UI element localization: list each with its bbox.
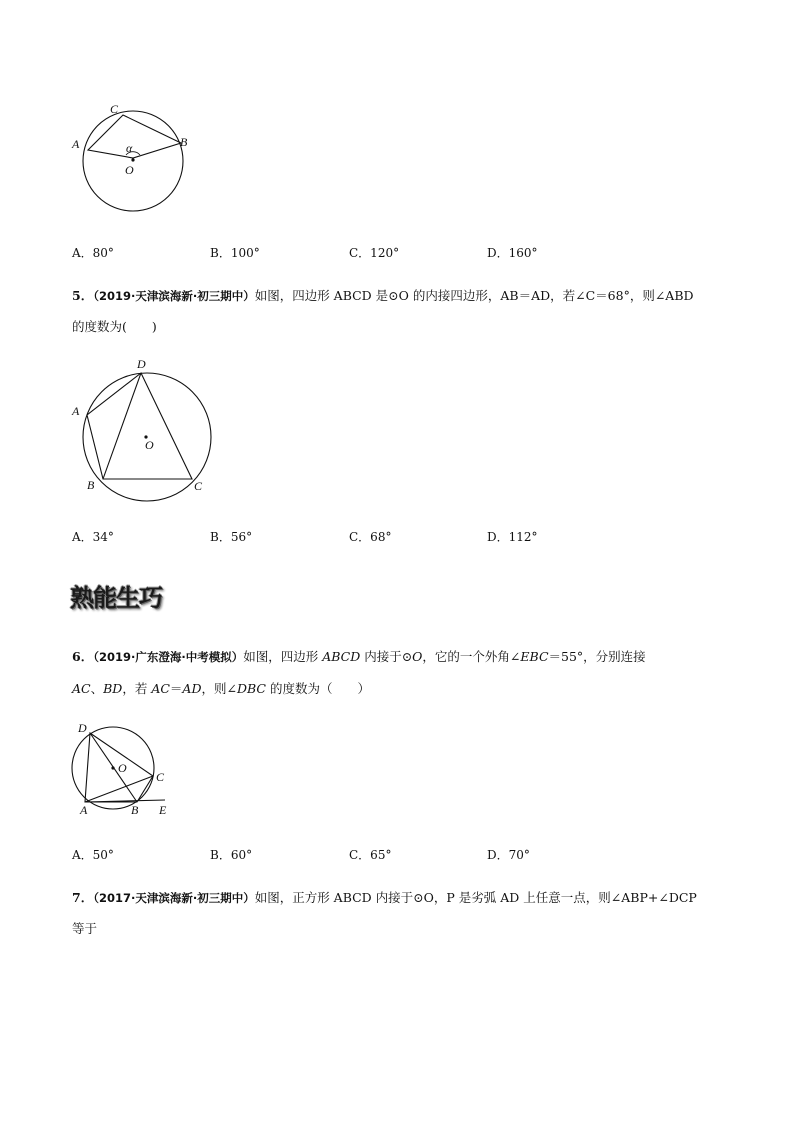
- q5-quadrilateral: [87, 373, 192, 479]
- q6-figure: [65, 718, 185, 823]
- q6-text-2a: AC: [72, 681, 91, 696]
- q6-source: （2019·广东澄海·中考模拟）: [93, 650, 244, 664]
- q5-figure: [65, 352, 225, 497]
- q6-label-b: B: [131, 803, 139, 817]
- q5-diagonal-bd: [103, 373, 141, 479]
- q6-text-1f: EBC: [520, 649, 549, 664]
- q6-label-d: D: [78, 721, 87, 735]
- q4-choice-c[interactable]: C．120°: [349, 246, 400, 260]
- q5-label-b: B: [87, 478, 95, 492]
- q5-line-2: [72, 318, 157, 336]
- q7-line-1: [72, 889, 697, 907]
- q5-number: 5．: [72, 288, 94, 303]
- q5-choice-c[interactable]: C．68°: [349, 530, 392, 544]
- q5-source: （2019·天津滨海新·初三期中）: [93, 289, 255, 303]
- q6-text-1b: ABCD: [322, 649, 361, 664]
- q4-center-dot: [131, 158, 134, 161]
- q6-text-2h: ，则∠: [201, 681, 237, 696]
- q6-choice-b[interactable]: B．60°: [210, 848, 253, 862]
- q5-label-o: O: [145, 438, 154, 452]
- q5-choice-a[interactable]: A．34°: [72, 530, 114, 544]
- q4-choices: [72, 244, 732, 262]
- q6-text-2g: AD: [182, 681, 202, 696]
- q4-label-b: B: [180, 135, 188, 149]
- q4-choice-b[interactable]: B．100°: [210, 246, 260, 260]
- q7-source: （2017·天津滨海新·初三期中）: [93, 891, 255, 905]
- q6-choice-c[interactable]: C．65°: [349, 848, 392, 862]
- q6-number: 6．: [72, 649, 94, 664]
- q6-text-1c: 内接于⊙: [360, 649, 413, 664]
- q7-line-2: [72, 920, 97, 938]
- q4-label-o: O: [125, 163, 134, 177]
- q6-text-2e: AC: [151, 681, 170, 696]
- q5-label-c: C: [194, 479, 203, 493]
- q4-choice-a[interactable]: A．80°: [72, 246, 114, 260]
- q6-label-c: C: [156, 770, 165, 784]
- q6-diagonal-ac: [85, 776, 153, 802]
- q6-text-2j: 的度数为（ ）: [265, 681, 370, 696]
- q6-text-1e: ，它的一个外角∠: [422, 649, 521, 664]
- q5-choices: [72, 528, 732, 546]
- q5-text-1: 如图，四边形 ABCD 是⊙O 的内接四边形，AB＝AD，若∠C＝68°，则∠ABD: [254, 288, 694, 303]
- q6-text-1g: ＝55°，分别连接: [548, 649, 646, 664]
- q7-text-2: 等于: [72, 921, 98, 936]
- q4-choice-d[interactable]: D．160°: [487, 246, 538, 260]
- q6-text-2c: BD: [103, 681, 123, 696]
- q4-label-a: A: [72, 137, 80, 151]
- section-title: 熟能生巧: [70, 584, 162, 612]
- q5-line-1: [72, 287, 694, 305]
- q4-figure: [60, 95, 200, 220]
- q5-label-a: A: [72, 404, 80, 418]
- q6-label-a: A: [80, 803, 88, 817]
- q5-choice-d[interactable]: D．112°: [487, 530, 538, 544]
- q5-choice-b[interactable]: B．56°: [210, 530, 253, 544]
- q4-label-alpha: α: [126, 141, 133, 155]
- q5-text-2: 的度数为( ): [72, 319, 157, 334]
- q6-choice-d[interactable]: D．70°: [487, 848, 530, 862]
- q7-text-1: 如图，正方形 ABCD 内接于⊙O，P 是劣弧 AD 上任意一点，则∠ABP+∠DCP: [254, 890, 697, 905]
- q5-label-d: D: [137, 357, 146, 371]
- q6-text-2b: 、: [90, 681, 104, 696]
- q6-line-2: [72, 680, 370, 698]
- q6-text-2i: DBC: [236, 681, 266, 696]
- q4-label-c: C: [110, 102, 119, 116]
- q6-text-1a: 如图，四边形: [243, 649, 323, 664]
- q6-center-dot: [111, 766, 114, 769]
- q6-text-2d: ，若: [122, 681, 152, 696]
- q6-label-o: O: [118, 761, 127, 775]
- q6-choices: [72, 846, 732, 864]
- q6-text-1d: O: [412, 649, 423, 664]
- q6-text-2f: ＝: [169, 681, 183, 696]
- q6-choice-a[interactable]: A．50°: [72, 848, 114, 862]
- q6-line-1: [72, 648, 646, 666]
- q6-label-e: E: [159, 803, 167, 817]
- q7-number: 7．: [72, 890, 94, 905]
